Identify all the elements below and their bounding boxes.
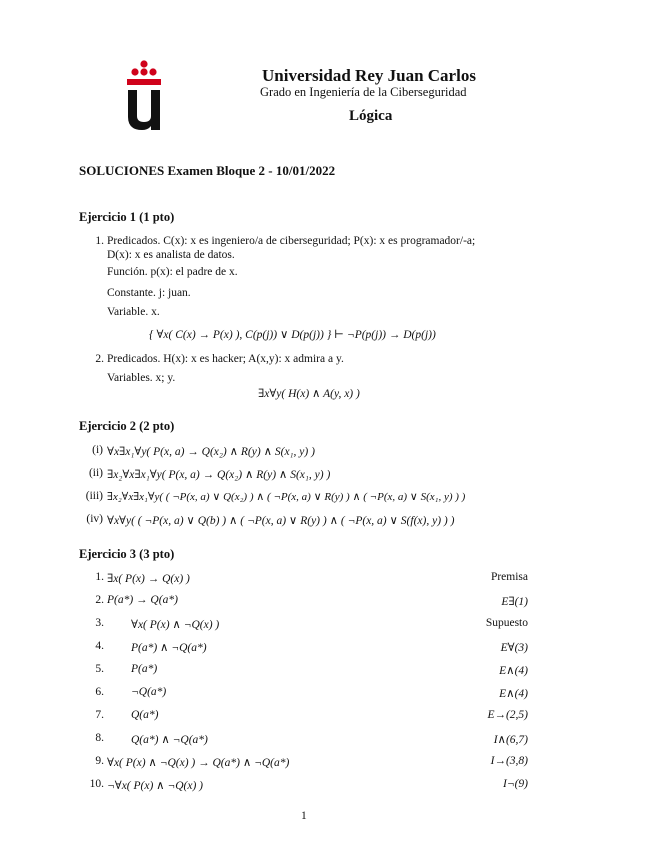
ex2-label-ii: (ii) xyxy=(88,467,103,479)
ex2-label-i: (i) xyxy=(92,444,103,456)
page-title: SOLUCIONES Examen Bloque 2 - 10/01/2022 xyxy=(79,163,336,178)
proof-step-number: 3. xyxy=(95,617,104,629)
proof-step-justification: E∧(4) xyxy=(499,688,528,700)
ex2-formula-i: ∀x∃x₁∀y( P(x, a) → Q(x₂) ∧ R(y) ∧ S(x₁, y) ) xyxy=(107,446,315,458)
ex1-constante: Constante. j: juan. xyxy=(107,287,191,299)
ex2-formula-iv: ∀x∀y( ( ¬P(x, a) ∨ Q(b) ) ∧ ( ¬P(x, a) ∨ R(y) ) ∧ ( ¬P(x, a) ∨ S(f(x), y) ) ) xyxy=(107,515,455,527)
proof-step-number: 9. xyxy=(95,755,104,767)
ex1-item1-number: 1. xyxy=(95,235,104,247)
proof-step-formula: P(a*) xyxy=(131,663,158,675)
proof-step-justification: Supuesto xyxy=(485,617,528,629)
proof-step-justification: I∧(6,7) xyxy=(493,734,528,746)
proof-step-justification: E→(2,5) xyxy=(487,709,528,721)
proof-step-number: 2. xyxy=(95,594,104,606)
proof-step-number: 8. xyxy=(95,732,104,744)
ex1-item2-number: 2. xyxy=(95,353,104,365)
ex1-item2-line1: Predicados. H(x): x es hacker; A(x,y): x admira a y. xyxy=(107,353,344,365)
proof-step-number: 4. xyxy=(95,640,104,652)
proof-step-formula: ∀x( P(x) ∧ ¬Q(x) ) → Q(a*) ∧ ¬Q(a*) xyxy=(107,757,290,769)
university-name: Universidad Rey Juan Carlos xyxy=(262,66,476,85)
proof-step-number: 10. xyxy=(89,778,104,790)
proof-step-formula: ∀x( P(x) ∧ ¬Q(x) ) xyxy=(131,619,220,631)
proof-step-formula: ¬Q(a*) xyxy=(131,686,167,698)
degree-name: Grado en Ingeniería de la Ciberseguridad xyxy=(260,85,467,99)
proof-step-number: 6. xyxy=(95,686,104,698)
university-logo-icon xyxy=(122,60,166,132)
ex1-item1-line1: Predicados. C(x): x es ingeniero/a de ciberseguridad; P(x): x es programador/-a; xyxy=(107,235,476,247)
exercise-3-heading: Ejercicio 3 (3 pto) xyxy=(79,547,175,561)
ex1-item2-line2: Variables. x; y. xyxy=(107,372,176,384)
proof-step-justification: I→(3,8) xyxy=(490,755,528,767)
proof-step-formula: P(a*) → Q(a*) xyxy=(107,594,178,606)
proof-step-formula: ¬∀x( P(x) ∧ ¬Q(x) ) xyxy=(107,780,203,792)
ex2-label-iii: (iii) xyxy=(85,490,103,502)
proof-step-justification: Premisa xyxy=(490,571,528,583)
ex1-formula-2: ∃x∀y( H(x) ∧ A(y, x) ) xyxy=(258,388,360,400)
proof-step-justification: E∧(4) xyxy=(499,665,528,677)
ex1-funcion: Función. p(x): el padre de x. xyxy=(107,266,238,278)
proof-step-formula: P(a*) ∧ ¬Q(a*) xyxy=(131,642,207,654)
exercise-1-heading: Ejercicio 1 (1 pto) xyxy=(79,210,175,224)
ex1-variable: Variable. x. xyxy=(107,306,160,318)
proof-step-number: 1. xyxy=(95,571,104,583)
proof-step-formula: ∃x( P(x) → Q(x) ) xyxy=(107,573,190,585)
page-number: 1 xyxy=(301,810,307,822)
ex2-formula-ii: ∃x₂∀x∃x₁∀y( P(x, a) → Q(x₂) ∧ R(y) ∧ S(x₁, y) ) xyxy=(107,469,331,481)
proof-step-formula: Q(a*) xyxy=(131,709,159,721)
ex2-formula-iii: ∃x₂∀x∃x₁∀y( ( ¬P(x, a) ∨ Q(x₂) ) ∧ ( ¬P(x, a) ∨ R(y) ) ∧ ( ¬P(x, a) ∨ S(x₁, y) ) ) xyxy=(107,491,466,503)
proof-step-number: 7. xyxy=(95,709,104,721)
ex1-item1-line2: D(x): x es analista de datos. xyxy=(107,249,235,261)
proof-step-formula: Q(a*) ∧ ¬Q(a*) xyxy=(131,734,208,746)
proof-step-number: 5. xyxy=(95,663,104,675)
proof-step-justification: I¬(9) xyxy=(503,778,528,790)
proof-step-justification: E∀(3) xyxy=(500,642,528,654)
ex1-formula-1: { ∀x( C(x) → P(x) ), C(p(j)) ∨ D(p(j)) } ⊢ ¬P(p(j)) → D(p(j)) xyxy=(149,329,436,341)
proof-step-justification: E∃(1) xyxy=(501,596,528,608)
subject-name: Lógica xyxy=(349,108,393,124)
ex2-label-iv: (iv) xyxy=(86,513,103,525)
exercise-2-heading: Ejercicio 2 (2 pto) xyxy=(79,419,175,433)
